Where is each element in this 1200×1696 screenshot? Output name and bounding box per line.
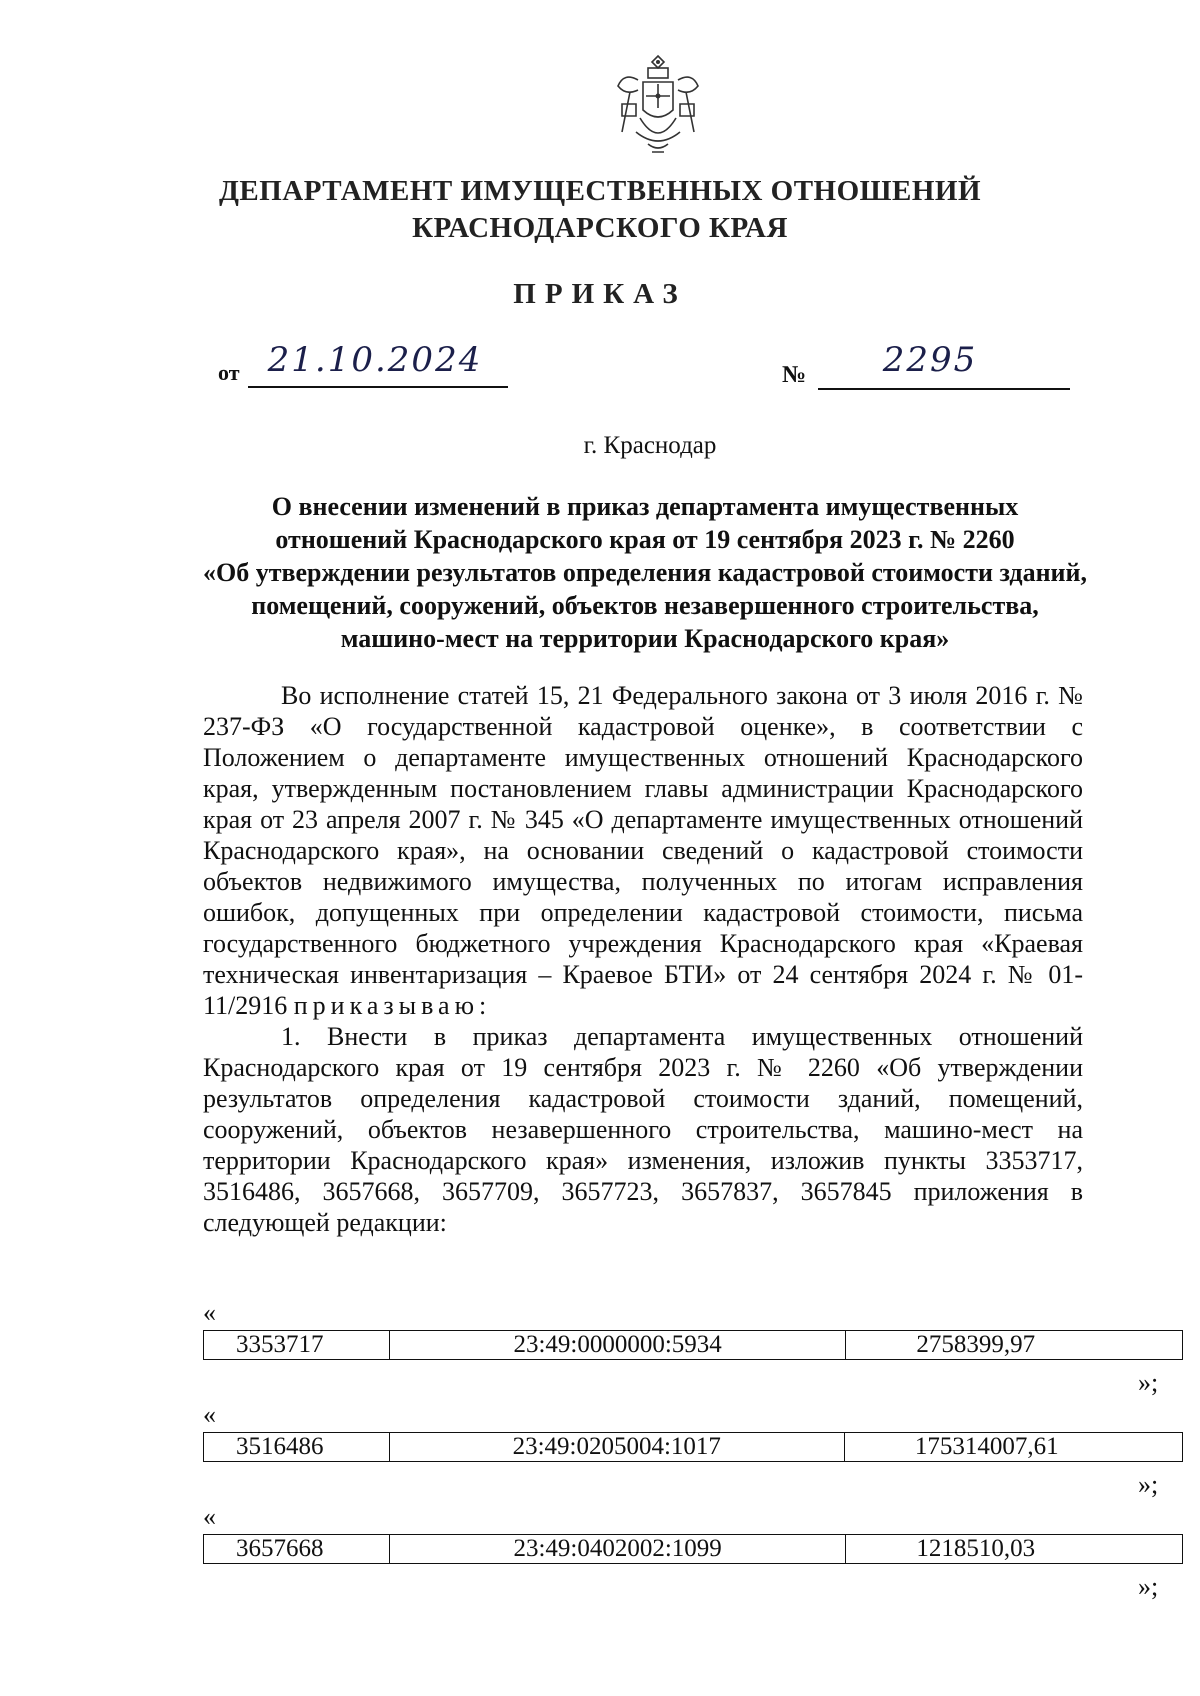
cadastral-number: 23:49:0000000:5934 (389, 1331, 845, 1360)
open-quote: « (203, 1298, 216, 1327)
city: г. Краснодар (583, 432, 717, 459)
body-paragraph-2: 1. Внести в приказ департамента имущественных отношений Краснодарского края от 19 сентября 2023 г. № 2260 «Об утверждении результатов определения кадастровой стоимости зданий, помещений, сооружений, объектов незавершенного строительства, машино-мест на территории Краснодарского края» изменения, изложив пункты 3353717, 3516486, 3657668, 3657709, 3657723, 3657837, 3657845 приложения в следующей редакции: (203, 1022, 1083, 1237)
order-title (190, 490, 1100, 655)
department-name-line2: КРАСНОДАРСКОГО КРАЯ (412, 212, 788, 244)
title-line: машино-мест на территории Краснодарского края» (340, 624, 950, 653)
table-row (203, 1330, 1183, 1360)
date-underline (248, 386, 508, 388)
cadastral-number: 23:49:0402002:1099 (389, 1535, 845, 1564)
order-verb: приказываю: (293, 991, 492, 1020)
close-quote: »; (1138, 1572, 1159, 1601)
department-name-line1: ДЕПАРТАМЕНТ ИМУЩЕСТВЕННЫХ ОТНОШЕНИЙ (218, 175, 982, 207)
close-quote: »; (1138, 1368, 1159, 1397)
order-body (203, 680, 1083, 1238)
coat-of-arms-emblem (608, 52, 708, 172)
cadastral-value: 175314007,61 (844, 1433, 1182, 1462)
number-label: № (782, 362, 807, 388)
open-quote: « (203, 1400, 216, 1429)
cadastral-value: 2758399,97 (846, 1331, 1183, 1360)
table-row (203, 1432, 1183, 1462)
title-line: отношений Краснодарского края от 19 сентября 2023 г. № 2260 (275, 525, 1015, 554)
cadastral-value: 1218510,03 (846, 1535, 1183, 1564)
number-underline (818, 388, 1070, 390)
body-paragraph-1 (203, 680, 1083, 1021)
number-handwritten: 2295 (882, 340, 978, 380)
date-label: от (218, 360, 240, 385)
table-row (203, 1534, 1183, 1564)
date-handwritten: 21.10.2024 (267, 340, 483, 380)
close-quote: »; (1138, 1470, 1159, 1499)
item-number: 3353717 (204, 1331, 390, 1360)
paragraph-text: Во исполнение статей 15, 21 Федерального закона от 3 июля 2016 г. № 237-ФЗ «О государственной кадастровой оценке», в соответствии с Положением о департаменте имущественных отношений Краснодарского края, утвержденным постановлением главы администрации Краснодарского края от 23 апреля 2007 г. № 345 «О департаменте имущественных отношений Краснодарского края», на основании сведений о кадастровой стоимости объектов недвижимого имущества, полученных по итогам исправления ошибок, допущенных при определении кадастровой стоимости, письма государственного бюджетного учреждения Краснодарского края «Краевая техническая инвентаризация – Краевое БТИ» от 24 сентября 2024 г. № 01-11/2916 (203, 681, 1083, 1020)
title-line: О внесении изменений в приказ департамента имущественных (271, 492, 1019, 521)
open-quote: « (203, 1502, 216, 1531)
item-number: 3516486 (204, 1433, 390, 1462)
item-number: 3657668 (204, 1535, 390, 1564)
cadastral-number: 23:49:0205004:1017 (389, 1433, 844, 1462)
document-type: ПРИКАЗ (513, 278, 687, 310)
title-line: помещений, сооружений, объектов незавершенного строительства, (251, 591, 1039, 620)
title-line: «Об утверждении результатов определения кадастровой стоимости зданий, (202, 558, 1088, 587)
